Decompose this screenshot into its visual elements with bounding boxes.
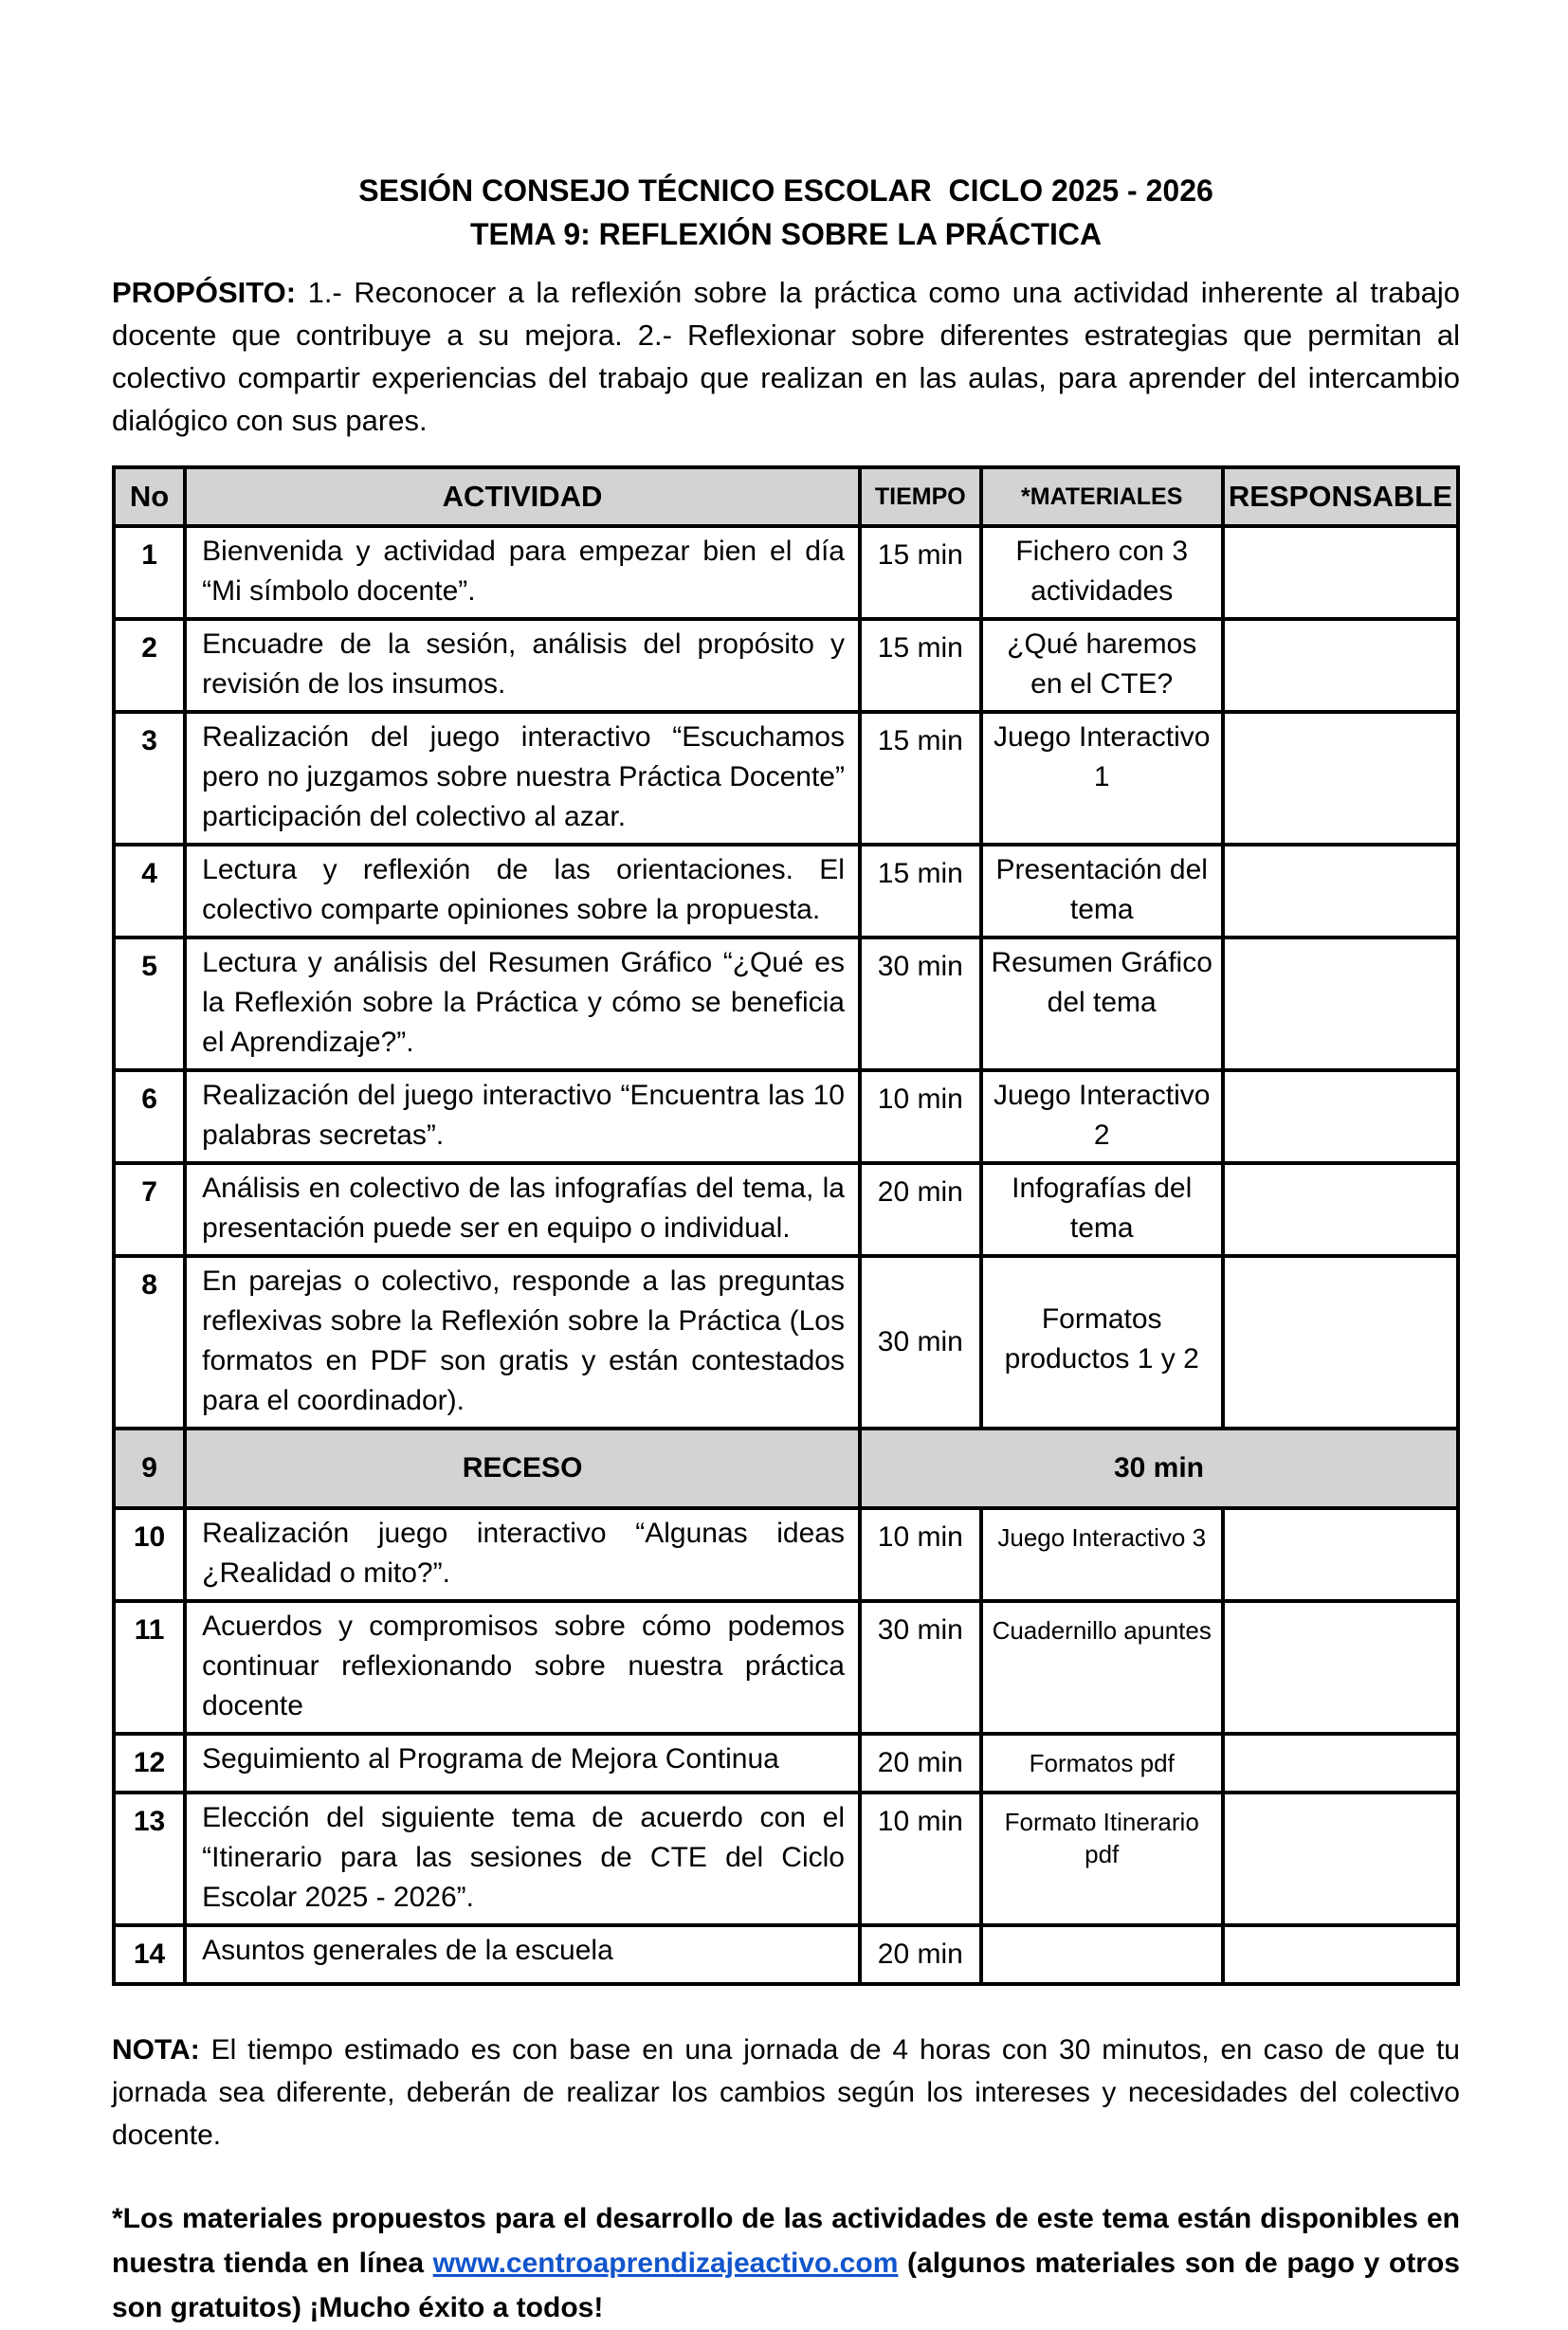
cell-no: 9 [114, 1429, 185, 1508]
table-row [114, 1734, 1458, 1793]
proposito-label: PROPÓSITO: [112, 276, 297, 309]
cell-responsable [1223, 1925, 1458, 1984]
agenda-table-body [114, 526, 1458, 1984]
cell-materiales [981, 1925, 1223, 1984]
cell-tiempo: 15 min [860, 526, 981, 619]
cell-materiales: Formatos productos 1 y 2 [981, 1256, 1223, 1429]
cell-actividad-receso: RECESO [185, 1429, 860, 1508]
table-row [114, 1925, 1458, 1984]
table-row [114, 712, 1458, 845]
cell-tiempo: 15 min [860, 845, 981, 937]
proposito-text: 1.- Reconocer a la reflexión sobre la práctica como una actividad inherente al trabajo docente que contribuye a su mejora. 2.- Reflexionar sobre diferentes estrategias que permitan al colectivo compartir experiencias del trabajo que realizan en las aulas, para aprender del intercambio dialógico con sus pares. [112, 276, 1460, 437]
table-row [114, 619, 1458, 712]
table-row [114, 526, 1458, 619]
cell-responsable [1223, 845, 1458, 937]
receso-row [114, 1429, 1458, 1508]
cell-actividad: Elección del siguiente tema de acuerdo con el “Itinerario para las sesiones de CTE del Ciclo Escolar 2025 - 2026”. [185, 1793, 860, 1925]
store-link[interactable]: www.centroaprendizajeactivo.com [432, 2248, 899, 2279]
table-row [114, 1256, 1458, 1429]
cell-tiempo: 30 min [860, 1256, 981, 1429]
table-row [114, 1163, 1458, 1256]
cell-actividad: Lectura y reflexión de las orientaciones. El colectivo comparte opiniones sobre la propuesta. [185, 845, 860, 937]
cell-no: 4 [114, 845, 185, 937]
cell-materiales: Formato Itinerario pdf [981, 1793, 1223, 1925]
cell-materiales: Fichero con 3 actividades [981, 526, 1223, 619]
cell-no: 7 [114, 1163, 185, 1256]
cell-tiempo: 15 min [860, 619, 981, 712]
cell-no: 8 [114, 1256, 185, 1429]
cell-responsable [1223, 1601, 1458, 1734]
cell-actividad: Realización del juego interactivo “Escuchamos pero no juzgamos sobre nuestra Práctica Docente” participación del colectivo al azar. [185, 712, 860, 845]
cell-responsable [1223, 1508, 1458, 1601]
cell-tiempo: 20 min [860, 1163, 981, 1256]
cell-materiales: Formatos pdf [981, 1734, 1223, 1793]
cell-no: 2 [114, 619, 185, 712]
materials-note-prefix: *Los materiales propuestos para el desarrollo de las actividades de este tema están disponibles en nuestra tienda en línea [112, 2203, 1460, 2279]
cell-no: 1 [114, 526, 185, 619]
document-title-line2: TEMA 9: REFLEXIÓN SOBRE LA PRÁCTICA [469, 217, 1103, 251]
header-materiales: *MATERIALES [981, 467, 1223, 526]
table-row [114, 1793, 1458, 1925]
cell-tiempo: 30 min [860, 937, 981, 1070]
cell-responsable [1223, 1734, 1458, 1793]
cell-actividad: Seguimiento al Programa de Mejora Continua [185, 1734, 860, 1793]
cell-materiales: Juego Interactivo 3 [981, 1508, 1223, 1601]
cell-responsable [1223, 937, 1458, 1070]
header-no: No [114, 467, 185, 526]
cell-actividad: Realización del juego interactivo “Encuentra las 10 palabras secretas”. [185, 1070, 860, 1163]
cell-actividad: Encuadre de la sesión, análisis del propósito y revisión de los insumos. [185, 619, 860, 712]
cell-actividad: Asuntos generales de la escuela [185, 1925, 860, 1984]
cell-materiales: Presentación del tema [981, 845, 1223, 937]
cell-responsable [1223, 619, 1458, 712]
cell-tiempo: 20 min [860, 1734, 981, 1793]
cell-tiempo: 10 min [860, 1508, 981, 1601]
cell-no: 13 [114, 1793, 185, 1925]
agenda-table [112, 465, 1460, 1986]
cell-materiales: Juego Interactivo 2 [981, 1070, 1223, 1163]
nota-label: NOTA: [112, 2034, 200, 2066]
cell-actividad: Bienvenida y actividad para empezar bien el día “Mi símbolo docente”. [185, 526, 860, 619]
cell-no: 12 [114, 1734, 185, 1793]
table-row [114, 845, 1458, 937]
materials-note-suffix: (algunos materiales son de pago y otros son gratuitos) ¡Mucho éxito a todos! [112, 2248, 1460, 2323]
cell-materiales: ¿Qué haremos en el CTE? [981, 619, 1223, 712]
nota-text: El tiempo estimado es con base en una jornada de 4 horas con 30 minutos, en caso de que tu jornada sea diferente, deberán de realizar los cambios según los intereses y necesidades del colectivo docente. [112, 2034, 1460, 2151]
cell-materiales: Infografías del tema [981, 1163, 1223, 1256]
cell-actividad: Realización juego interactivo “Algunas ideas ¿Realidad o mito?”. [185, 1508, 860, 1601]
cell-actividad: Acuerdos y compromisos sobre cómo podemos continuar reflexionando sobre nuestra práctica docente [185, 1601, 860, 1734]
cell-no: 14 [114, 1925, 185, 1984]
cell-materiales: Juego Interactivo 1 [981, 712, 1223, 845]
cell-no: 11 [114, 1601, 185, 1734]
header-row [114, 467, 1458, 526]
cell-actividad: Lectura y análisis del Resumen Gráfico “¿Qué es la Reflexión sobre la Práctica y cómo se beneficia el Aprendizaje?”. [185, 937, 860, 1070]
table-row [114, 1508, 1458, 1601]
cell-tiempo: 10 min [860, 1070, 981, 1163]
materials-note-paragraph [112, 2196, 1460, 2330]
nota-paragraph [112, 2029, 1460, 2157]
proposito-paragraph [112, 271, 1460, 442]
cell-actividad: En parejas o colectivo, responde a las preguntas reflexivas sobre la Reflexión sobre la Práctica (Los formatos en PDF son gratis y están contestados para el coordinador). [185, 1256, 860, 1429]
cell-materiales: Resumen Gráfico del tema [981, 937, 1223, 1070]
cell-actividad: Análisis en colectivo de las infografías del tema, la presentación puede ser en equipo o individual. [185, 1163, 860, 1256]
cell-materiales: Cuadernillo apuntes [981, 1601, 1223, 1734]
cell-no: 10 [114, 1508, 185, 1601]
cell-tiempo: 20 min [860, 1925, 981, 1984]
cell-responsable [1223, 1793, 1458, 1925]
document-title-line1: SESIÓN CONSEJO TÉCNICO ESCOLAR CICLO 2025 - 2026 [358, 173, 1213, 208]
cell-tiempo: 15 min [860, 712, 981, 845]
table-row [114, 1601, 1458, 1734]
agenda-table-header [114, 467, 1458, 526]
table-row [114, 937, 1458, 1070]
cell-tiempo: 30 min [860, 1601, 981, 1734]
cell-responsable [1223, 1256, 1458, 1429]
header-tiempo: TIEMPO [860, 467, 981, 526]
cell-no: 3 [114, 712, 185, 845]
header-responsable: RESPONSABLE [1223, 467, 1458, 526]
header-actividad: ACTIVIDAD [185, 467, 860, 526]
cell-no: 5 [114, 937, 185, 1070]
cell-no: 6 [114, 1070, 185, 1163]
cell-tiempo-receso: 30 min [860, 1429, 1458, 1508]
cell-responsable [1223, 1163, 1458, 1256]
cell-responsable [1223, 526, 1458, 619]
cell-responsable [1223, 1070, 1458, 1163]
cell-responsable [1223, 712, 1458, 845]
cell-tiempo: 10 min [860, 1793, 981, 1925]
table-row [114, 1070, 1458, 1163]
